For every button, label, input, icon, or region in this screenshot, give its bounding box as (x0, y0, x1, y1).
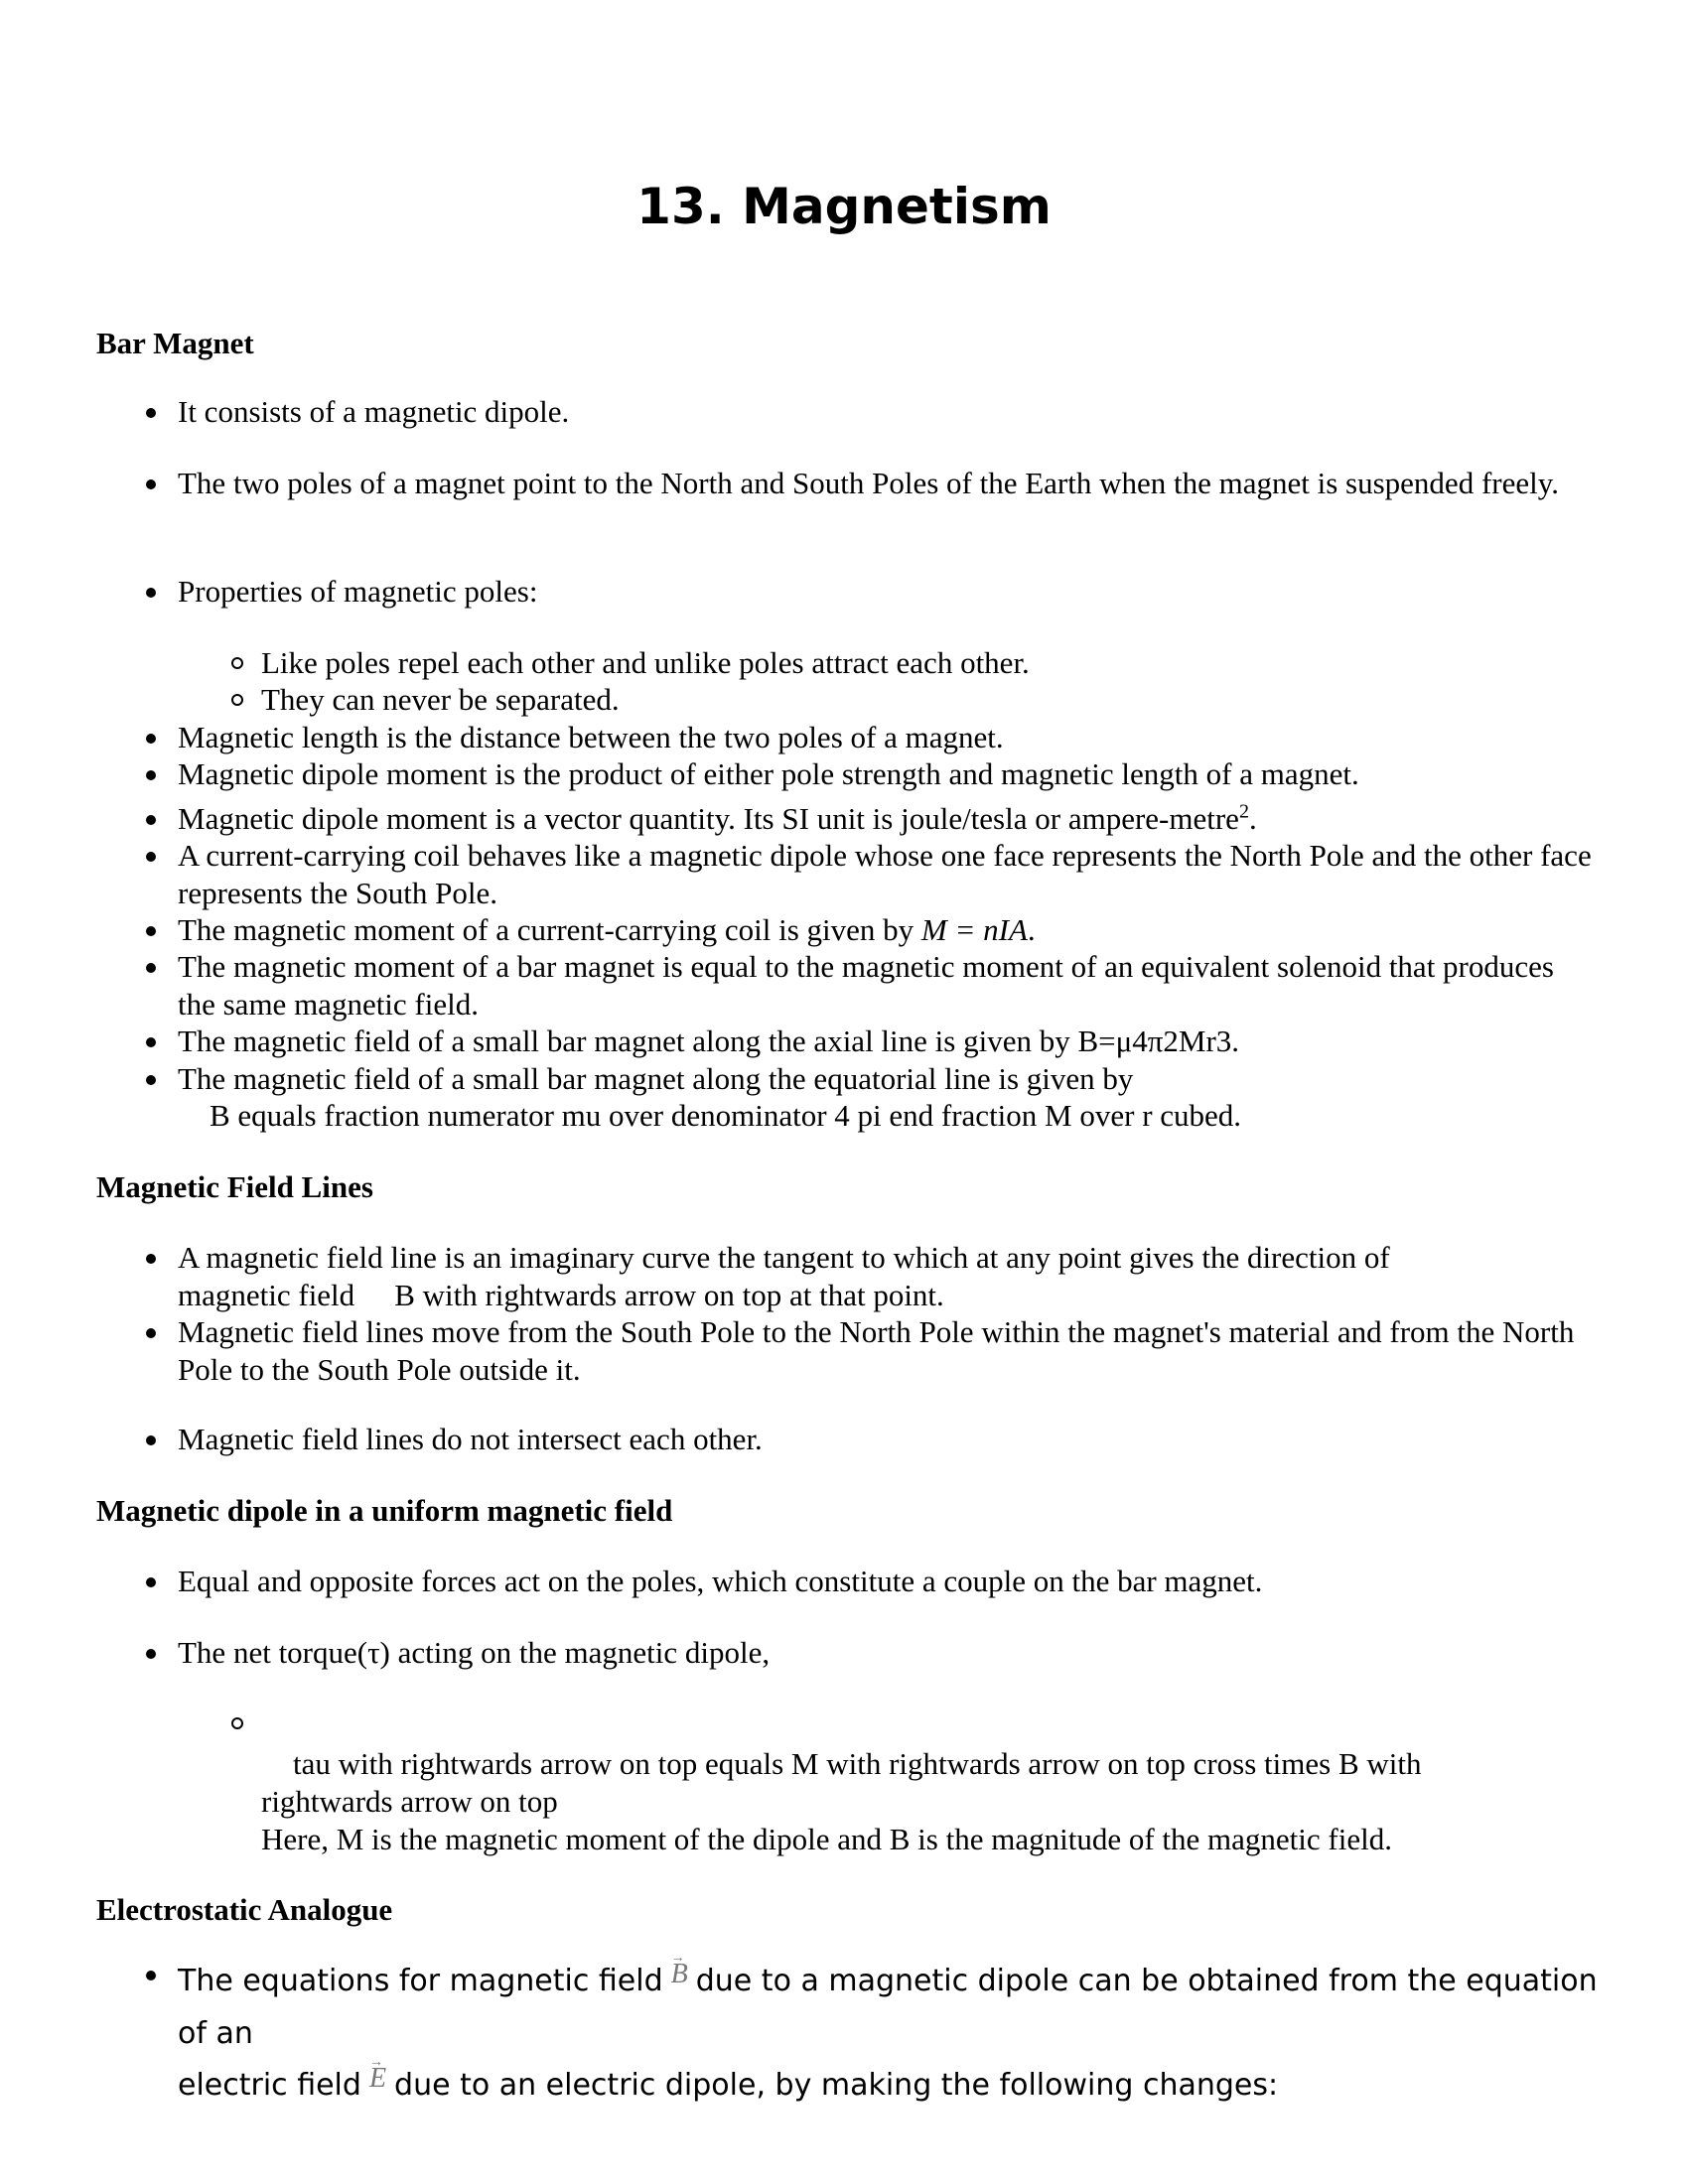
vector-e-symbol: → E (369, 2053, 386, 2105)
sub-bullet-marker (261, 1705, 281, 1742)
formula: M = nIA (920, 912, 1028, 947)
bullet-item: Properties of magnetic poles: (178, 573, 1598, 611)
bullet-text: The magnetic moment of a current-carrying coil is given by (178, 912, 921, 947)
bullet-text-end: . (1248, 801, 1257, 836)
bullet-text-end: . (1027, 912, 1036, 947)
section-heading-field-lines: Magnetic Field Lines (96, 1169, 373, 1204)
sub-bullet-item: Like poles repel each other and unlike poles attract each other. (261, 644, 1592, 682)
bullet-item: The magnetic moment of a bar magnet is equal to the magnetic moment of an equivalent solenoid that produces the same magnetic field. (178, 948, 1598, 1024)
formula: rightwards arrow on top (261, 1784, 558, 1819)
bullet-text: electric field (178, 2068, 361, 2103)
formula: B with rightwards arrow on top at that point. (394, 1278, 944, 1312)
vector-b-symbol: → B (671, 1949, 688, 2000)
bullet-item: Magnetic length is the distance between the two poles of a magnet. (178, 719, 1598, 756)
formula-line (261, 1745, 1612, 1858)
sub-bullet-item: They can never be separated. (261, 681, 1592, 719)
page-title: 13. Magnetism (636, 178, 1052, 235)
bullet-item: Equal and opposite forces act on the poles, which constitute a couple on the bar magnet. (178, 1563, 1598, 1600)
bullet-item (178, 1239, 1598, 1314)
bullet-item (178, 911, 1598, 949)
bullet-text: The equations for magnetic field (178, 1964, 663, 1998)
bullet-item (178, 800, 1598, 838)
bullet-text: Magnetic dipole moment is a vector quantity. Its SI unit is joule/tesla or ampere-metre (178, 801, 1239, 836)
bullet-item (178, 1956, 1598, 2113)
bullet-item: The net torque(τ) acting on the magnetic dipole, (178, 1634, 1598, 1672)
explanation-text: Here, M is the magnetic moment of the dipole and B is the magnitude of the magnetic field. (261, 1822, 1392, 1856)
superscript: 2 (1238, 800, 1249, 823)
bullet-item: It consists of a magnetic dipole. (178, 393, 1598, 431)
bullet-item: The magnetic field of a small bar magnet along the equatorial line is given by (178, 1060, 1598, 1098)
bullet-item: The two poles of a magnet point to the North and South Poles of the Earth when the magnet is suspended freely. (178, 465, 1598, 502)
bullet-item: A current-carrying coil behaves like a magnetic dipole whose one face represents the North Pole and the other face represents the South Pole. (178, 837, 1598, 912)
formula-line: B equals fraction numerator mu over denominator 4 pi end fraction M over r cubed. (210, 1098, 1242, 1133)
bullet-text: due to a magnetic dipole can be obtained from the equation of an (178, 1964, 1598, 2051)
section-heading-dipole-uniform-field: Magnetic dipole in a uniform magnetic field (96, 1493, 673, 1528)
section-heading-bar-magnet: Bar Magnet (96, 326, 254, 360)
section-heading-electrostatic-analogue: Electrostatic Analogue (96, 1892, 393, 1927)
bullet-text: due to an electric dipole, by making the following changes: (394, 2068, 1279, 2103)
bullet-text: magnetic field (178, 1278, 355, 1312)
bullet-item: Magnetic dipole moment is the product of either pole strength and magnetic length of a magnet. (178, 755, 1598, 793)
bullet-item: The magnetic field of a small bar magnet along the axial line is given by B=μ4π2Mr3. (178, 1023, 1598, 1060)
formula: tau with rightwards arrow on top equals M with rightwards arrow on top cross times B with (293, 1746, 1422, 1781)
bullet-item: Magnetic field lines move from the South Pole to the North Pole within the magnet's material and from the North Pole to the South Pole outside it. (178, 1313, 1598, 1389)
bullet-item: Magnetic field lines do not intersect each other. (178, 1421, 1598, 1458)
bullet-text: A magnetic field line is an imaginary curve the tangent to which at any point gives the direction of (178, 1240, 1390, 1275)
